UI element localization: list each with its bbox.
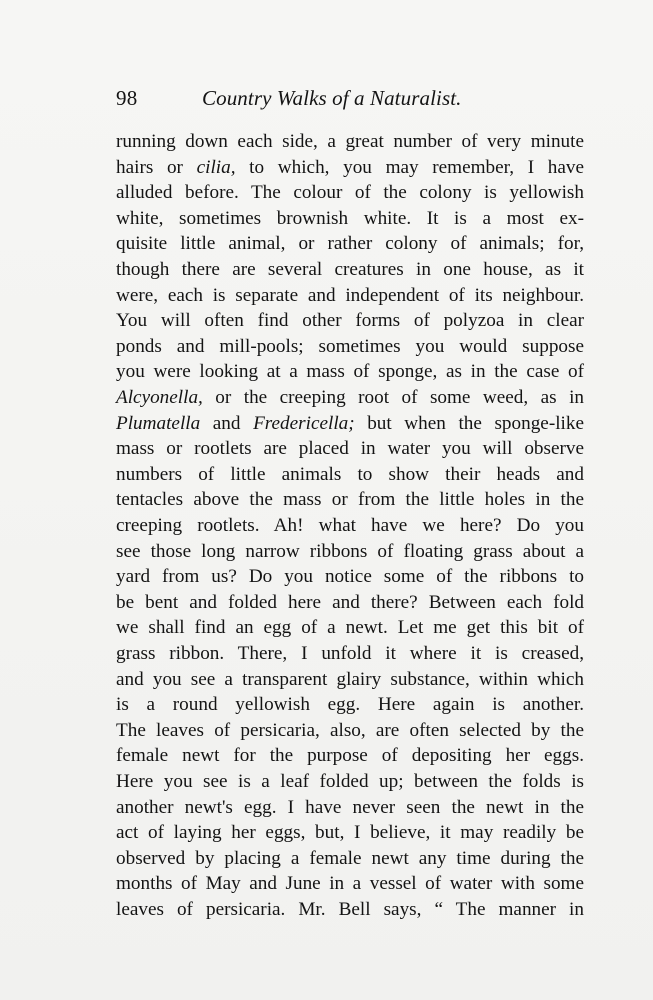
text-line: white, sometimes brownish white. It is a most ex-: [116, 207, 584, 229]
text-line: we shall find an egg of a newt. Let me get this bit of: [116, 617, 584, 639]
text-line: mass or rootlets are placed in water you will observe: [116, 438, 584, 460]
text-line: months of May and June in a vessel of water with some: [116, 873, 584, 895]
text-line: The leaves of persicaria, also, are often selected by the: [116, 719, 584, 741]
text-line: and you see a transparent glairy substance, within which: [116, 668, 584, 690]
text-line: running down each side, a great number of very minute: [116, 131, 584, 152]
text-line: ponds and mill-pools; sometimes you would suppose: [116, 335, 584, 357]
text-line: creeping rootlets. Ah! what have we here? Do you: [116, 515, 584, 536]
text-line: alluded before. The colour of the colony is yellowish: [116, 182, 584, 204]
text-line: grass ribbon. There, I unfold it where it is creased,: [116, 643, 584, 664]
text-line: is a round yellowish egg. Here again is another.: [116, 694, 584, 716]
text-line: were, each is separate and independent of its neighbour.: [116, 284, 584, 306]
text-line: act of laying her eggs, but, I believe, it may readily be: [116, 822, 584, 844]
text-line: observed by placing a female newt any time during the: [116, 847, 584, 869]
body-text: [116, 130, 584, 920]
text-line: another newt's egg. I have never seen the newt in the: [116, 796, 584, 818]
running-title: Country Walks of a Naturalist.: [202, 86, 462, 110]
text-line: female newt for the purpose of depositing her eggs.: [116, 745, 584, 767]
text-line: Alcyonella, or the creeping root of some weed, as in: [116, 387, 584, 408]
text-line: hairs or cilia, to which, you may remember, I have: [116, 156, 584, 178]
text-line: Plumatella and Fredericella; but when the sponge-like: [116, 412, 584, 434]
italic-term: Plumatella: [116, 412, 201, 434]
text-line: see those long narrow ribbons of floating grass about a: [116, 540, 584, 562]
text-line: Here you see is a leaf folded up; between the folds is: [116, 771, 584, 792]
text-line: though there are several creatures in one house, as it: [116, 259, 584, 280]
text-line: You will often find other forms of polyzoa in clear: [116, 310, 584, 332]
text-line: leaves of persicaria. Mr. Bell says, “ The manner in: [116, 899, 584, 920]
page-header: [116, 86, 584, 116]
text-line: tentacles above the mass or from the little holes in the: [116, 489, 584, 511]
text-line: yard from us? Do you notice some of the ribbons to: [116, 566, 584, 588]
text-line: you were looking at a mass of sponge, as in the case of: [116, 361, 584, 383]
text-line: be bent and folded here and there? Between each fold: [116, 591, 584, 613]
italic-term: Alcyonella,: [116, 387, 203, 408]
italic-term: Fredericella;: [253, 412, 355, 434]
page-number: 98: [116, 86, 138, 110]
italic-term: cilia,: [196, 156, 236, 178]
text-line: numbers of little animals to show their heads and: [116, 463, 584, 485]
text-line: quisite little animal, or rather colony of animals; for,: [116, 233, 584, 255]
